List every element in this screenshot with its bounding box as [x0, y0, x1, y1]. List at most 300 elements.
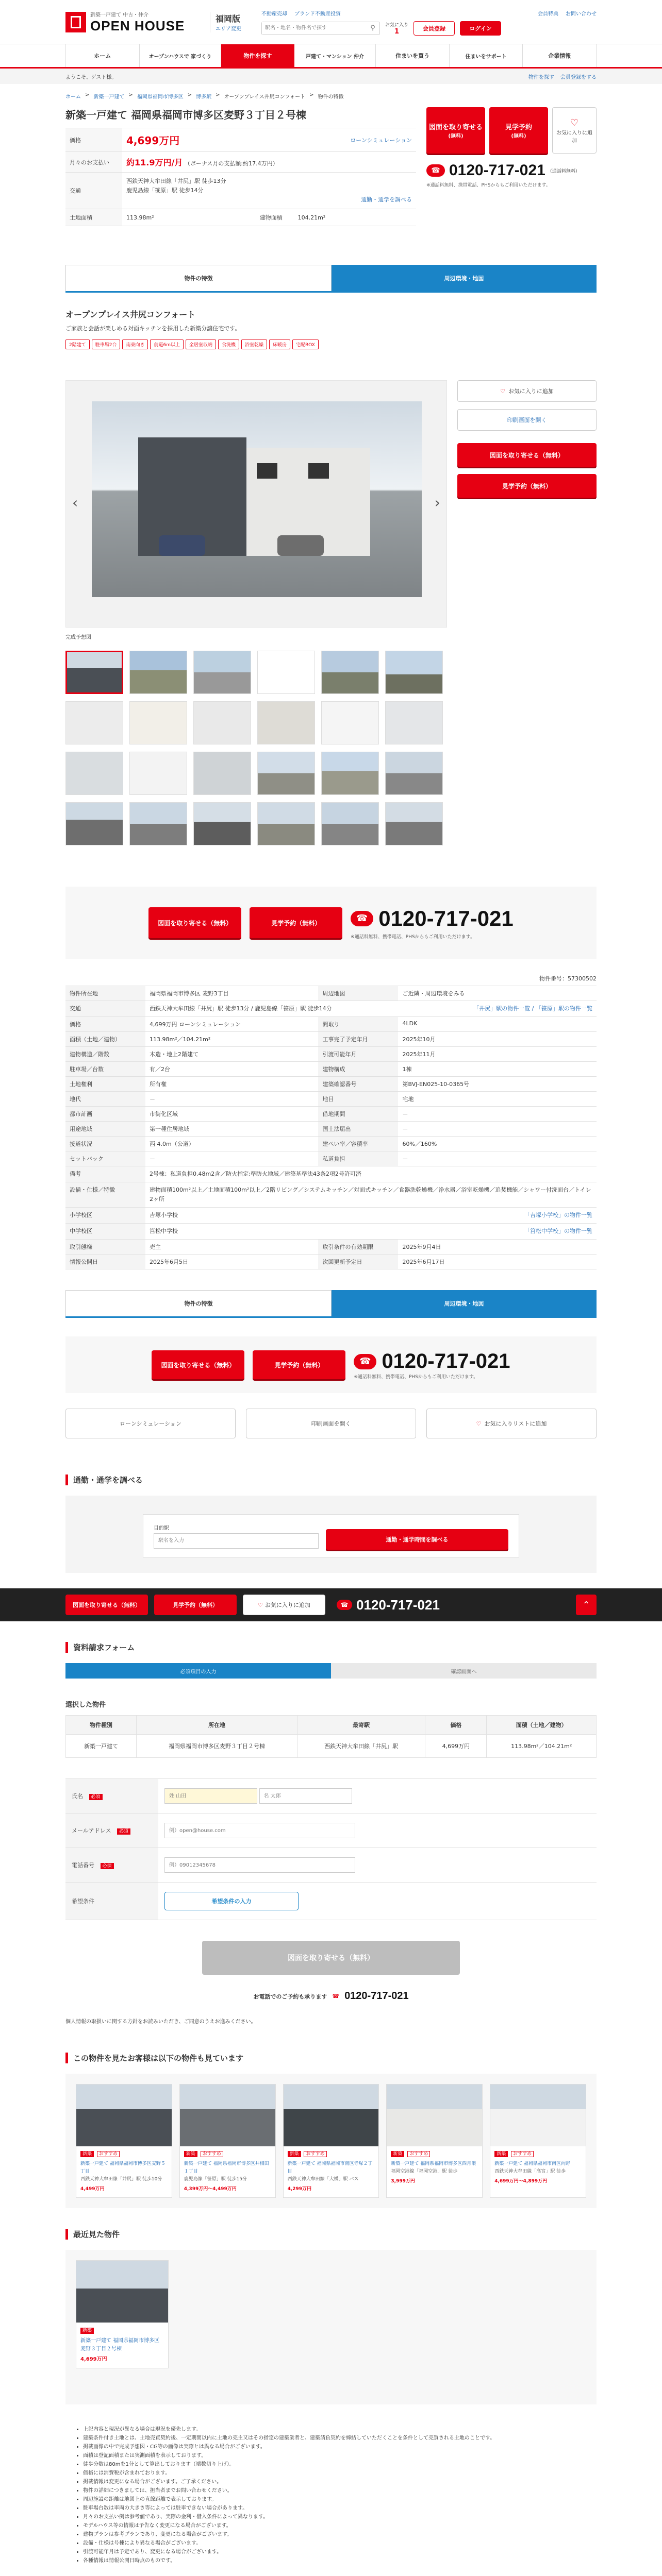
note-item: • 徒歩分数は80mを1分として算出しております（端数切り上げ）。	[83, 2460, 586, 2469]
feature-tag: 床暖房	[269, 340, 290, 349]
note-item: • 掲載情報は変更になる場合がございます。ご了承ください。	[83, 2478, 586, 2486]
recommend-station: 西鉄天神大牟田線「大橋」駅 バス	[287, 2177, 359, 2182]
recent-image	[76, 2261, 168, 2323]
phone-lead: お電話でのご予約も承ります	[253, 1993, 327, 2000]
spec-value: 第BVJ-EN025-10-0365号	[398, 1077, 597, 1092]
station-label: 目的駅	[154, 1525, 169, 1531]
note-item: • モデルハウス等の情報は予告なく変更になる場合がございます。	[83, 2521, 586, 2530]
heart-icon: ♡	[500, 387, 505, 395]
access-label: 交通	[65, 173, 122, 209]
tab-features[interactable]: 物件の特徴	[65, 265, 332, 291]
spec-label: 設備・仕様／特徴	[65, 1182, 145, 1208]
privacy-text: 個人情報の取扱いに関する方針をお読みいただき、ご同意のうえお進みください。	[65, 2019, 256, 2025]
spec-value: －	[398, 1122, 597, 1137]
property-summary	[65, 107, 597, 262]
spec-label: 接道状況	[65, 1137, 145, 1151]
breadcrumb-station[interactable]: 博多駅	[196, 94, 212, 100]
thumbnail[interactable]	[129, 651, 187, 694]
nav-home[interactable]: ホーム	[65, 44, 140, 67]
recommend-image	[180, 2084, 275, 2146]
note-item: • 月々のお支払い例は参考値であり、実際の金利・借入条件によって異なります。	[83, 2513, 586, 2521]
cta-request-label: 図面を取り寄せる（無料）	[158, 919, 233, 927]
spec-label: 建物構成	[318, 1062, 398, 1077]
recommend-name: 新築一戸建て 福岡県福岡市博多区井相田１丁目	[184, 2161, 269, 2174]
favorite-count: 1	[394, 27, 400, 36]
conditions-button[interactable]: 希望条件の入力	[164, 1892, 299, 1910]
loan-sim-link[interactable]: ローンシミュレーション	[350, 137, 412, 144]
site-header	[0, 0, 662, 44]
spec-row	[65, 1166, 597, 1182]
favorite-counter[interactable]	[385, 21, 408, 36]
phone-icon: ☎	[337, 1600, 352, 1610]
recommend-tag: おすすめ	[97, 2151, 120, 2157]
breadcrumb: ホーム > 新築一戸建て > 福岡県福岡市博多区 > 博多駅 > オープンプレイス井尻コンフォート > 物件の特徴	[65, 92, 344, 100]
thumbnail[interactable]	[193, 802, 251, 845]
spec-value: 西鉄天神大牟田線「井尻」駅 徒歩13分 / 鹿児島線「笹原」駅 徒歩14分	[145, 1001, 398, 1017]
thumbnail[interactable]	[257, 701, 315, 744]
spec-value: 2025年9月4日	[398, 1240, 597, 1255]
last-name-input[interactable]	[164, 1788, 257, 1804]
nav-build[interactable]: オープンハウスで 家づくり	[140, 44, 222, 67]
form-steps	[65, 1663, 597, 1679]
secondary-actions	[65, 1409, 597, 1438]
spec-row	[65, 1062, 597, 1077]
feature-tag: 駐車場2台	[92, 340, 121, 349]
header-link-invest[interactable]: ブランド不動産投資	[294, 11, 341, 17]
required-badge: 必須	[117, 1828, 130, 1835]
commute-title: 通勤・通学を調べる	[65, 1475, 597, 1485]
recommend-station: 西鉄天神大牟田線「高宮」駅 徒歩	[494, 2169, 566, 2174]
recommend-price: 4,399万円〜4,499万円	[184, 2187, 237, 2192]
feature-tag: 2階建て	[65, 340, 90, 349]
breadcrumb-area[interactable]: 福岡県福岡市博多区	[137, 94, 184, 100]
spec-label: 工事完了予定年月	[318, 1032, 398, 1047]
nav-search[interactable]: 物件を探す	[221, 44, 294, 67]
thumbnail[interactable]	[385, 802, 443, 845]
welcome-bar	[0, 69, 662, 84]
new-badge: 新築	[391, 2151, 404, 2157]
gallery-favorite-label: お気に入りに追加	[508, 388, 554, 395]
thumbnail[interactable]	[257, 651, 315, 694]
notice-link-search[interactable]: 物件を探す	[528, 74, 554, 80]
phone-hours: ※通話料無料、携帯電話、PHSからもご利用いただけます。	[426, 183, 551, 188]
selected-th: 価格	[425, 1716, 487, 1735]
spec-value: 4LDK	[398, 1017, 597, 1032]
sticky-request-label: 図面を取り寄せる（無料）	[73, 1602, 141, 1608]
tel-field[interactable]	[164, 1857, 355, 1873]
thumbnail[interactable]	[193, 701, 251, 744]
spec-label: 地目	[318, 1092, 398, 1107]
recommend-price: 4,699万円〜4,899万円	[494, 2179, 548, 2184]
spec-value: 有／2台	[145, 1062, 318, 1077]
breadcrumb-home[interactable]: ホーム	[65, 94, 81, 100]
thumbnail[interactable]	[193, 651, 251, 694]
sticky-footer-bar	[0, 1588, 662, 1621]
logo-mark	[65, 12, 86, 32]
new-badge: 新築	[288, 2151, 301, 2157]
cta-phone-hours: ※通話料無料、携帯電話、PHSからもご利用いただけます。	[351, 934, 475, 940]
spec-value: 2025年6月5日	[145, 1255, 318, 1269]
print-label: 印刷画面を開く	[507, 417, 547, 423]
feature-tags	[65, 340, 597, 349]
form-title: 資料請求フォーム	[65, 1642, 597, 1653]
recommend-name: 新築一戸建て 福岡県福岡市博多区西月隈	[391, 2161, 476, 2166]
form-table	[65, 1778, 597, 1920]
spec-row	[65, 1208, 597, 1224]
sticky-close-icon[interactable]: ⌃	[576, 1595, 597, 1615]
selected-td: 西鉄天神大牟田線「井尻」駅	[297, 1735, 425, 1758]
spec-label: 国土法届出	[318, 1122, 398, 1137]
spec-label: 都市計画	[65, 1107, 145, 1122]
feature-tag: 宅配BOX	[292, 340, 319, 349]
recommend-card[interactable]	[386, 2084, 483, 2198]
nav-company[interactable]: 企業情報	[523, 44, 597, 67]
first-name-input[interactable]	[259, 1788, 352, 1804]
recommend-list	[65, 2074, 597, 2208]
nav-support[interactable]: 住まいをサポート	[450, 44, 523, 67]
spec-value: 所有権	[145, 1077, 318, 1092]
selected-title: 選択した物件	[65, 1701, 106, 1709]
spec-link[interactable]: 「筥松中学校」の物件一覧	[398, 1224, 597, 1240]
login-button[interactable]: ログイン	[460, 21, 501, 36]
member-button[interactable]: 会員登録	[413, 21, 455, 36]
cta-bar-2	[65, 1336, 597, 1393]
spec-value: ご近隣・周辺環境をみる	[398, 986, 597, 1001]
loan-sim-button[interactable]: ローンシミュレーション	[65, 1409, 236, 1438]
tab-features-bottom[interactable]: 物件の特徴	[65, 1290, 332, 1316]
spec-label: 地代	[65, 1092, 145, 1107]
thumbnail[interactable]	[385, 701, 443, 744]
recommend-card[interactable]	[179, 2084, 276, 2198]
spec-value: 1棟	[398, 1062, 597, 1077]
thumbnail[interactable]	[65, 752, 123, 795]
new-badge: 新築	[184, 2151, 197, 2157]
property-title: 新築一戸建て 福岡県福岡市博多区麦野３丁目２号棟	[65, 109, 306, 121]
gallery-section	[65, 380, 597, 845]
spec-row	[65, 1182, 597, 1208]
area-change-link[interactable]: エリア変更	[216, 26, 241, 32]
spec-row	[65, 1151, 597, 1166]
selected-th: 物件種別	[66, 1716, 137, 1735]
notes-list	[76, 2425, 586, 2565]
spec-label: 土地権利	[65, 1077, 145, 1092]
search-box[interactable]	[261, 22, 380, 35]
thumbnail[interactable]	[385, 651, 443, 694]
gallery-favorite-button[interactable]	[457, 380, 597, 402]
spec-row	[65, 1077, 597, 1092]
sticky-request-button[interactable]	[65, 1595, 148, 1615]
thumbnail[interactable]	[321, 651, 379, 694]
spec-value: 市街化区域	[145, 1107, 318, 1122]
spec-table	[65, 986, 597, 1269]
spec-label: 建築確認番号	[318, 1077, 398, 1092]
thumbnail[interactable]	[65, 802, 123, 845]
sticky-visit-label: 見学予約（無料）	[173, 1602, 218, 1608]
breadcrumb-type[interactable]: 新築一戸建て	[93, 94, 125, 100]
tab-map-bottom[interactable]: 周辺環境・地図	[332, 1290, 597, 1316]
breadcrumb-current: 物件の特徴	[318, 94, 344, 100]
phone-icon: ☎	[332, 1993, 340, 1999]
recent-card[interactable]	[76, 2260, 169, 2368]
spec-label: 周辺地図	[318, 986, 398, 1001]
cta-request-button[interactable]	[148, 907, 241, 938]
cond-label: 希望条件	[72, 1898, 94, 1905]
thumbnail[interactable]	[321, 752, 379, 795]
gallery-visit-button[interactable]	[457, 474, 597, 498]
nav-buy[interactable]: 住まいを買う	[376, 44, 450, 67]
thumbnail[interactable]	[321, 701, 379, 744]
image-caption: 完成予想図	[65, 635, 91, 640]
global-nav	[0, 44, 662, 69]
monthly-label: 月々のお支払い	[65, 152, 122, 173]
sticky-favorite-button[interactable]	[243, 1595, 325, 1615]
selected-td: 新築一戸建て	[66, 1735, 137, 1758]
search-icon[interactable]: ⚲	[370, 24, 375, 32]
spec-value: 福岡県福岡市博多区 麦野3丁目	[145, 986, 318, 1001]
thumbnail[interactable]	[65, 701, 123, 744]
tagline: 新築一戸建て	[90, 12, 121, 18]
recommend-tag: おすすめ	[201, 2151, 223, 2157]
monthly-note: （ボーナス月の支払額:約17.4万円）	[184, 160, 278, 167]
spec-link[interactable]: 「井尻」駅の物件一覧 / 「笹原」駅の物件一覧	[398, 1001, 597, 1017]
gallery-request-button[interactable]	[457, 443, 597, 467]
spec-label: 交通	[65, 1001, 145, 1017]
recommend-tag: おすすめ	[304, 2151, 326, 2157]
commute-search-label: 通勤・通学時間を調べる	[386, 1536, 449, 1543]
cta2-visit-button[interactable]	[253, 1350, 345, 1379]
thumbnail[interactable]	[321, 802, 379, 845]
feature-tag: 前道6m以上	[150, 340, 184, 349]
request-docs-label: 図面を取り寄せる	[428, 124, 483, 131]
favorite-list-button[interactable]	[426, 1409, 597, 1438]
cta-visit-button[interactable]	[250, 907, 342, 938]
request-docs-sub: (無料)	[448, 133, 464, 139]
station-input[interactable]	[154, 1533, 319, 1549]
visit-reserve-button[interactable]	[489, 107, 548, 154]
spec-value: －	[398, 1107, 597, 1122]
recommend-price: 3,999万円	[391, 2179, 415, 2184]
property-no-label: 物件番号	[539, 975, 562, 982]
cta2-request-button[interactable]	[152, 1350, 244, 1379]
spec-label: 建物構造／階数	[65, 1047, 145, 1062]
recent-price: 4,699万円	[80, 2357, 107, 2362]
thumbnail[interactable]	[129, 802, 187, 845]
note-item: • 設備・仕様は号棟により異なる場合がございます。	[83, 2539, 586, 2548]
feature-tag: 浴室乾燥	[241, 340, 267, 349]
spec-row	[65, 1122, 597, 1137]
name-label: 氏名	[72, 1793, 83, 1800]
note-item: • 引渡可能年月は予定であり、変更になる場合がございます。	[83, 2548, 586, 2556]
selected-th: 最寄駅	[297, 1716, 425, 1735]
step-2: 確認画面へ	[331, 1663, 597, 1679]
thumbnail[interactable]	[193, 752, 251, 795]
recent-title: 最近見た物件	[65, 2229, 597, 2240]
heart-icon: ♡	[258, 1601, 263, 1608]
new-badge: 新築	[80, 2328, 94, 2334]
cta-visit-label: 見学予約（無料）	[271, 919, 321, 927]
spec-value: 第一種住居地域	[145, 1122, 318, 1137]
favorite-counter-label: お気に入り	[385, 22, 409, 28]
note-item: • 価格には消費税が含まれております。	[83, 2469, 586, 2478]
spec-row	[65, 1137, 597, 1151]
request-docs-button[interactable]	[426, 107, 485, 154]
recommend-price: 4,499万円	[80, 2187, 105, 2192]
selected-td: 113.98m²／104.21m²	[487, 1735, 597, 1758]
notice-link-register[interactable]: 会員登録をする	[560, 74, 597, 80]
selected-td: 福岡県福岡市博多区麦野３丁目２号棟	[137, 1735, 297, 1758]
commute-link[interactable]: 通勤・通学を調べる	[361, 196, 412, 203]
thumbnail[interactable]	[385, 752, 443, 795]
spec-label: 面積（土地／建物）	[65, 1032, 145, 1047]
spec-row	[65, 1240, 597, 1255]
spec-link[interactable]: 「吉塚小学校」の物件一覧	[398, 1208, 597, 1224]
selected-th: 面積（土地／建物）	[487, 1716, 597, 1735]
spec-label: 取引条件の有効期限	[318, 1240, 398, 1255]
spec-value: 西 4.0m（公道）	[145, 1137, 318, 1151]
thumbnail-grid	[65, 651, 447, 845]
spec-value: 2025年6月17日	[398, 1255, 597, 1269]
email-label: メールアドレス	[72, 1827, 111, 1834]
recommend-name: 新築一戸建て 福岡県福岡市博多区麦野５丁目	[80, 2161, 166, 2174]
spec-row	[65, 1255, 597, 1269]
note-item: • 建築条件付き土地とは、土地売買契約後、一定期間以内に土地の売主又はその指定の建築業者と、建築請負契約を締結していただくことを条件として売買される土地のことです。	[83, 2434, 586, 2443]
step-1: 必須項目の入力	[65, 1663, 331, 1679]
note-item: • 建物プランは参考プランであり、変更になる場合がございます。	[83, 2530, 586, 2539]
cta2-phone-number[interactable]: 0120-717-021	[382, 1350, 510, 1372]
spec-value: －	[145, 1092, 318, 1107]
spec-value: 吉塚小学校	[145, 1208, 398, 1224]
print-button-2[interactable]: 印刷画面を開く	[246, 1409, 416, 1438]
feature-tag: 食洗機	[218, 340, 239, 349]
recommend-name: 新築一戸建て 福岡県福岡市南区向野	[494, 2161, 571, 2166]
selected-td: 4,699万円	[425, 1735, 487, 1758]
access-2: 鹿児島線「笹原」駅 徒歩14分	[126, 187, 204, 194]
spec-row	[65, 1092, 597, 1107]
recommend-image	[387, 2084, 482, 2146]
recommend-image	[76, 2084, 172, 2146]
spec-value: 113.98m²／104.21m²	[145, 1032, 318, 1047]
commute-search-button[interactable]	[326, 1529, 508, 1550]
email-field[interactable]	[164, 1823, 355, 1838]
spec-value: 60%／160%	[398, 1137, 597, 1151]
form-phone-number[interactable]: 0120-717-021	[344, 1990, 409, 2002]
favorite-button[interactable]	[552, 107, 597, 154]
spec-row	[65, 1017, 597, 1032]
recommend-station: 福岡空港線「福岡空港」駅 徒歩	[391, 2169, 458, 2174]
recommend-card[interactable]	[76, 2084, 172, 2198]
header-link-member[interactable]: 会員特典	[538, 11, 558, 17]
prev-arrow-icon[interactable]: ‹	[72, 494, 78, 511]
spec-label: 中学校区	[65, 1224, 145, 1240]
sticky-phone-number[interactable]: 0120-717-021	[356, 1597, 440, 1613]
sticky-visit-button[interactable]	[154, 1595, 237, 1615]
notes-section	[65, 2425, 597, 2565]
recommend-tag: おすすめ	[407, 2151, 430, 2157]
nav-chukai[interactable]: 戸建て・マンション 仲介	[294, 44, 376, 67]
thumbnail[interactable]	[129, 752, 187, 795]
recommend-section	[65, 2053, 597, 2208]
project-section	[65, 293, 597, 349]
header-link-sell[interactable]: 不動産売却	[261, 11, 287, 17]
gallery-request-label: 図面を取り寄せる（無料）	[489, 451, 564, 459]
tel-label: 電話番号	[72, 1862, 94, 1869]
new-badge: 新築	[494, 2151, 508, 2157]
thumbnail[interactable]	[65, 651, 123, 694]
spec-value: 建物面積100m²以上／土地面積100m²以上／2階リビング／システムキッチン／対面式キッチン／食器洗乾燥機／浄水器／浴室乾燥機／追焚機能／シャワー付洗面台／トイレ2ヶ所	[145, 1182, 597, 1208]
tagline-2: 中古・仲介	[123, 12, 149, 18]
note-item: • 駐車場台数は車両の大きさ等によっては駐車できない場合があります。	[83, 2504, 586, 2513]
note-item: • 掲載画像の中で完成予想図・CG等の画像は実際とは異なる場合がございます。	[83, 2443, 586, 2451]
main-image	[92, 401, 422, 597]
price-label: 価格	[65, 128, 122, 152]
land-value: 113.98m²	[126, 214, 154, 221]
recommend-card[interactable]	[283, 2084, 379, 2198]
visit-label: 見学予約	[505, 124, 532, 131]
recommend-station: 西鉄天神大牟田線「井尻」駅 徒歩10分	[80, 2177, 162, 2182]
note-item: • 周辺施設の距離は地図上の直線距離で表示しております。	[83, 2495, 586, 2504]
print-button[interactable]	[457, 409, 597, 431]
spec-row	[65, 986, 597, 1001]
visit-sub: (無料)	[511, 133, 526, 139]
spec-value: －	[398, 1151, 597, 1166]
thumbnail[interactable]	[129, 701, 187, 744]
selected-th: 所在地	[137, 1716, 297, 1735]
tab-map[interactable]: 周辺環境・地図	[332, 265, 597, 291]
cta2-request-label: 図面を取り寄せる（無料）	[161, 1361, 236, 1369]
gallery-visit-label: 見学予約（無料）	[502, 482, 552, 490]
recommend-image	[284, 2084, 379, 2146]
required-badge: 必須	[101, 1863, 114, 1869]
required-badge: 必須	[89, 1794, 103, 1800]
build-value: 104.21m²	[297, 214, 326, 221]
recommend-card[interactable]	[490, 2084, 586, 2198]
spec-label: 次回更新予定日	[318, 1255, 398, 1269]
feature-tag: 南東向き	[122, 340, 148, 349]
logo-text: OPEN HOUSE	[90, 18, 185, 33]
cta-phone-number[interactable]: 0120-717-021	[378, 906, 514, 930]
recommend-tag: おすすめ	[511, 2151, 534, 2157]
spec-row	[65, 1047, 597, 1062]
phone-number[interactable]: 0120-717-021	[449, 162, 545, 179]
thumbnail[interactable]	[257, 752, 315, 795]
detail-tabs-bottom	[65, 1290, 597, 1318]
build-label: 建物面積	[259, 214, 283, 221]
spec-label: 借地期間	[318, 1107, 398, 1122]
spec-label: 価格	[65, 1017, 145, 1032]
welcome-text: ようこそ、ゲスト様。	[65, 74, 117, 80]
header-link-contact[interactable]: お問い合わせ	[566, 11, 597, 17]
feature-tag: 全居室収納	[186, 340, 216, 349]
monthly-value: 約11.9万円/月	[126, 158, 183, 167]
recommend-station: 鹿児島線「笹原」駅 徒歩15分	[184, 2177, 247, 2182]
cta2-phone-hours: ※通話料無料、携帯電話、PHSからもご利用いただけます。	[354, 1375, 478, 1380]
next-arrow-icon[interactable]: ›	[434, 494, 440, 511]
selected-table	[65, 1715, 597, 1758]
logo[interactable]	[65, 10, 210, 34]
search-input[interactable]	[262, 22, 366, 35]
detail-tabs	[65, 265, 597, 293]
thumbnail[interactable]	[257, 802, 315, 845]
spec-label: 私道負担	[318, 1151, 398, 1166]
submit-button[interactable]: 図面を取り寄せる（無料）	[202, 1941, 460, 1975]
spec-value: 2025年11月	[398, 1047, 597, 1062]
area-name: 福岡版	[216, 13, 241, 24]
spec-value: 宅地	[398, 1092, 597, 1107]
spec-label: 物件所在地	[65, 986, 145, 1001]
heart-icon: ♡	[476, 1420, 482, 1427]
cta-bar	[65, 887, 597, 959]
price-value: 4,699万円	[126, 134, 180, 147]
